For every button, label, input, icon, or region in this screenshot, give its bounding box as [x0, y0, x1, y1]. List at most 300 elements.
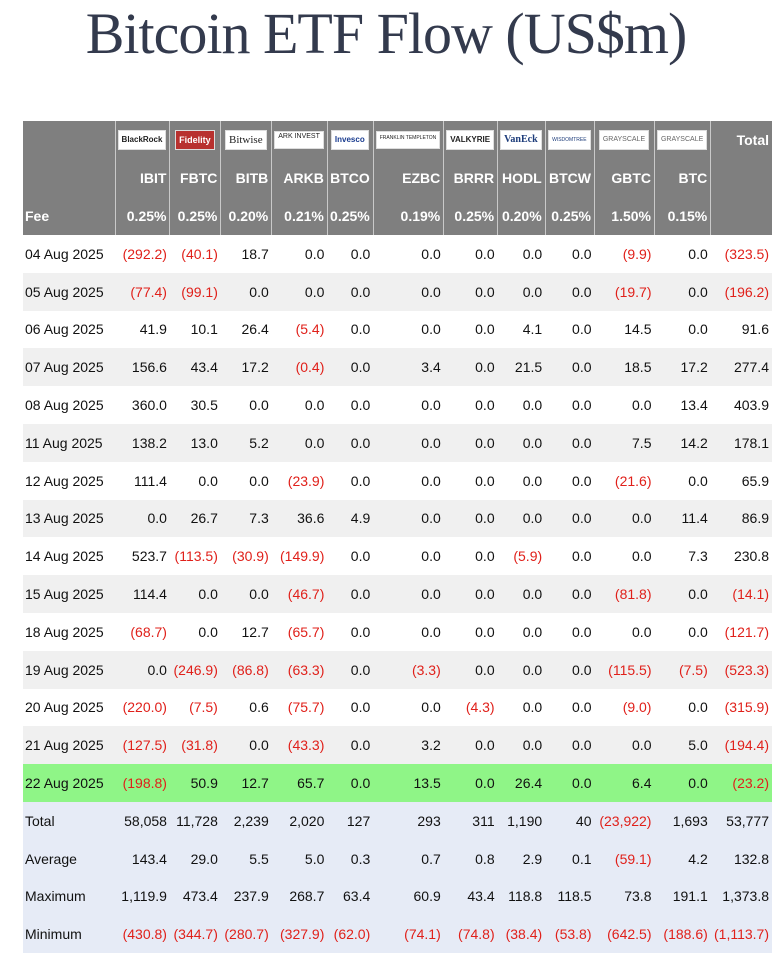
value-cell: 0.0 [115, 651, 170, 689]
value-cell: 0.6 [221, 689, 272, 727]
stat-label: Minimum [23, 915, 115, 953]
value-cell: 0.7 [373, 840, 444, 878]
value-cell: 18.7 [221, 235, 272, 273]
date-cell: 14 Aug 2025 [23, 537, 115, 575]
fee-cell: 0.21% [272, 197, 328, 235]
value-cell: (81.8) [595, 575, 655, 613]
stat-row [23, 915, 772, 953]
value-cell: 523.7 [115, 537, 170, 575]
value-cell: 58,058 [115, 802, 170, 840]
date-cell: 11 Aug 2025 [23, 424, 115, 462]
value-cell: 0.0 [327, 613, 373, 651]
stat-row [23, 878, 772, 916]
row-total-cell: 277.4 [711, 348, 772, 386]
row-total-cell: 132.8 [711, 840, 772, 878]
date-cell: 08 Aug 2025 [23, 386, 115, 424]
ticker-gbtc: GBTC [595, 159, 655, 197]
value-cell: 0.0 [545, 462, 594, 500]
flow-row [23, 651, 772, 689]
value-cell: 2,239 [221, 802, 272, 840]
date-cell: 13 Aug 2025 [23, 500, 115, 538]
valkyrie-logo: VALKYRIE [446, 130, 494, 150]
value-cell: 0.0 [545, 500, 594, 538]
value-cell: 138.2 [115, 424, 170, 462]
value-cell: 18.5 [595, 348, 655, 386]
value-cell: 0.0 [221, 386, 272, 424]
row-total-cell: 86.9 [711, 500, 772, 538]
stat-label: Average [23, 840, 115, 878]
value-cell: 0.0 [373, 235, 444, 273]
value-cell: 0.0 [327, 462, 373, 500]
stat-row [23, 840, 772, 878]
flow-row [23, 689, 772, 727]
flow-row [23, 273, 772, 311]
flow-row [23, 537, 772, 575]
value-cell: 65.7 [272, 764, 328, 802]
value-cell: 0.1 [545, 840, 594, 878]
flow-row [23, 348, 772, 386]
ticker-ezbc: EZBC [373, 159, 444, 197]
value-cell: 63.4 [327, 878, 373, 916]
value-cell: 0.0 [444, 235, 498, 273]
issuer-logo-row [23, 121, 772, 159]
value-cell: 0.0 [545, 613, 594, 651]
bitwise-logo: Bitwise [225, 130, 267, 150]
value-cell: 0.0 [373, 273, 444, 311]
value-cell: 0.0 [373, 537, 444, 575]
value-cell: 0.0 [221, 462, 272, 500]
value-cell: (7.5) [170, 689, 221, 727]
value-cell: 0.0 [444, 613, 498, 651]
flow-row [23, 575, 772, 613]
value-cell: 0.0 [444, 651, 498, 689]
value-cell: 0.0 [498, 575, 546, 613]
value-cell: 111.4 [115, 462, 170, 500]
value-cell: 43.4 [444, 878, 498, 916]
value-cell: (86.8) [221, 651, 272, 689]
value-cell: 0.0 [545, 386, 594, 424]
value-cell: 1,693 [654, 802, 710, 840]
value-cell: 237.9 [221, 878, 272, 916]
value-cell: 0.0 [498, 500, 546, 538]
value-cell: (280.7) [221, 915, 272, 953]
ticker-btc: BTC [654, 159, 710, 197]
row-total-cell: (1,113.7) [711, 915, 772, 953]
value-cell: 0.0 [654, 613, 710, 651]
value-cell: 41.9 [115, 311, 170, 349]
value-cell: 2,020 [272, 802, 328, 840]
value-cell: 7.5 [595, 424, 655, 462]
ticker-ibit: IBIT [115, 159, 170, 197]
value-cell: 0.0 [373, 689, 444, 727]
value-cell: 3.4 [373, 348, 444, 386]
ticker-row [23, 159, 772, 197]
value-cell: 10.1 [170, 311, 221, 349]
value-cell: 0.0 [327, 575, 373, 613]
value-cell: 12.7 [221, 613, 272, 651]
ticker-brrr: BRRR [444, 159, 498, 197]
value-cell: 1,190 [498, 802, 546, 840]
value-cell: 127 [327, 802, 373, 840]
value-cell: 12.7 [221, 764, 272, 802]
grayscale-gbtc-logo: GRAYSCALE [599, 130, 649, 150]
value-cell: (30.9) [221, 537, 272, 575]
value-cell: 0.0 [327, 726, 373, 764]
value-cell: 0.0 [373, 311, 444, 349]
value-cell: 0.0 [498, 235, 546, 273]
value-cell: (198.8) [115, 764, 170, 802]
value-cell: 0.0 [595, 537, 655, 575]
value-cell: 311 [444, 802, 498, 840]
date-cell: 06 Aug 2025 [23, 311, 115, 349]
value-cell: 29.0 [170, 840, 221, 878]
value-cell: (5.9) [498, 537, 546, 575]
fee-cell: 0.25% [444, 197, 498, 235]
date-cell: 04 Aug 2025 [23, 235, 115, 273]
value-cell: 0.0 [595, 726, 655, 764]
franklin-templeton-logo: FRANKLIN TEMPLETON [376, 131, 441, 149]
value-cell: 0.0 [498, 273, 546, 311]
value-cell: 0.0 [545, 726, 594, 764]
value-cell: 0.0 [654, 235, 710, 273]
value-cell: 0.0 [545, 651, 594, 689]
value-cell: 2.9 [498, 840, 546, 878]
date-cell: 12 Aug 2025 [23, 462, 115, 500]
value-cell: 36.6 [272, 500, 328, 538]
value-cell: (149.9) [272, 537, 328, 575]
value-cell: 40 [545, 802, 594, 840]
value-cell: 14.5 [595, 311, 655, 349]
value-cell: (4.3) [444, 689, 498, 727]
value-cell: (19.7) [595, 273, 655, 311]
row-total-cell: (315.9) [711, 689, 772, 727]
row-total-cell: (14.1) [711, 575, 772, 613]
value-cell: (38.4) [498, 915, 546, 953]
value-cell: (246.9) [170, 651, 221, 689]
value-cell: (430.8) [115, 915, 170, 953]
value-cell: (292.2) [115, 235, 170, 273]
value-cell: 50.9 [170, 764, 221, 802]
value-cell: 0.0 [654, 311, 710, 349]
date-cell: 18 Aug 2025 [23, 613, 115, 651]
value-cell: 4.9 [327, 500, 373, 538]
value-cell: 1,119.9 [115, 878, 170, 916]
value-cell: 60.9 [373, 878, 444, 916]
flow-row [23, 424, 772, 462]
fee-cell: 0.25% [115, 197, 170, 235]
value-cell: 0.0 [444, 575, 498, 613]
value-cell: (7.5) [654, 651, 710, 689]
ticker-arkb: ARKB [272, 159, 328, 197]
value-cell: (113.5) [170, 537, 221, 575]
value-cell: 0.0 [327, 311, 373, 349]
date-cell: 07 Aug 2025 [23, 348, 115, 386]
value-cell: 360.0 [115, 386, 170, 424]
row-total-cell: (23.2) [711, 764, 772, 802]
value-cell: 0.0 [545, 235, 594, 273]
value-cell: 4.1 [498, 311, 546, 349]
value-cell: 0.3 [327, 840, 373, 878]
value-cell: (9.9) [595, 235, 655, 273]
value-cell: 5.5 [221, 840, 272, 878]
value-cell: 0.0 [221, 726, 272, 764]
invesco-logo: Invesco [331, 130, 369, 150]
value-cell: 0.0 [327, 424, 373, 462]
value-cell: (327.9) [272, 915, 328, 953]
value-cell: 14.2 [654, 424, 710, 462]
value-cell: 4.2 [654, 840, 710, 878]
row-total-cell: 403.9 [711, 386, 772, 424]
value-cell: 293 [373, 802, 444, 840]
value-cell: 5.0 [654, 726, 710, 764]
value-cell: (5.4) [272, 311, 328, 349]
value-cell: 0.0 [545, 311, 594, 349]
total-column-header: Total [711, 121, 772, 159]
value-cell: (127.5) [115, 726, 170, 764]
value-cell: 26.4 [221, 311, 272, 349]
value-cell: 0.0 [327, 651, 373, 689]
value-cell: (74.8) [444, 915, 498, 953]
row-total-cell: 178.1 [711, 424, 772, 462]
value-cell: 0.0 [327, 689, 373, 727]
date-cell: 05 Aug 2025 [23, 273, 115, 311]
value-cell: 0.0 [545, 764, 594, 802]
value-cell: 0.0 [498, 726, 546, 764]
value-cell: (21.6) [595, 462, 655, 500]
value-cell: 0.0 [595, 386, 655, 424]
ark-invest-logo: ARK INVEST [274, 131, 324, 149]
value-cell: 0.0 [444, 424, 498, 462]
value-cell: (115.5) [595, 651, 655, 689]
etf-flow-table [23, 121, 772, 953]
fee-row [23, 197, 772, 235]
value-cell: 17.2 [654, 348, 710, 386]
value-cell: 0.0 [595, 500, 655, 538]
value-cell: 0.0 [444, 537, 498, 575]
value-cell: (3.3) [373, 651, 444, 689]
row-total-cell: (196.2) [711, 273, 772, 311]
flow-row [23, 726, 772, 764]
date-cell: 21 Aug 2025 [23, 726, 115, 764]
value-cell: (43.3) [272, 726, 328, 764]
value-cell: 118.8 [498, 878, 546, 916]
date-cell: 15 Aug 2025 [23, 575, 115, 613]
value-cell: 0.0 [595, 613, 655, 651]
ticker-hodl: HODL [498, 159, 546, 197]
value-cell: 0.0 [545, 424, 594, 462]
flow-row [23, 462, 772, 500]
row-total-cell: 230.8 [711, 537, 772, 575]
value-cell: 0.0 [115, 500, 170, 538]
value-cell: 26.4 [498, 764, 546, 802]
value-cell: 0.0 [545, 273, 594, 311]
value-cell: (642.5) [595, 915, 655, 953]
row-total-cell: (194.4) [711, 726, 772, 764]
stats-body [23, 802, 772, 953]
date-cell: 19 Aug 2025 [23, 651, 115, 689]
value-cell: 0.0 [654, 575, 710, 613]
flow-row [23, 764, 772, 802]
value-cell: 0.0 [170, 613, 221, 651]
value-cell: (59.1) [595, 840, 655, 878]
row-total-cell: 1,373.8 [711, 878, 772, 916]
value-cell: 0.0 [498, 689, 546, 727]
ticker-fbtc: FBTC [170, 159, 221, 197]
value-cell: 0.0 [327, 235, 373, 273]
value-cell: 0.0 [272, 235, 328, 273]
corner-cell [23, 121, 115, 159]
stat-label: Total [23, 802, 115, 840]
fee-cell: 0.20% [221, 197, 272, 235]
row-total-cell: (323.5) [711, 235, 772, 273]
fee-cell: 0.19% [373, 197, 444, 235]
value-cell: (65.7) [272, 613, 328, 651]
value-cell: 0.0 [654, 462, 710, 500]
flow-row [23, 500, 772, 538]
value-cell: 0.0 [498, 386, 546, 424]
value-cell: 73.8 [595, 878, 655, 916]
value-cell: 0.0 [272, 424, 328, 462]
value-cell: 11.4 [654, 500, 710, 538]
value-cell: 6.4 [595, 764, 655, 802]
row-total-cell: 91.6 [711, 311, 772, 349]
value-cell: 30.5 [170, 386, 221, 424]
value-cell: 7.3 [654, 537, 710, 575]
value-cell: 0.0 [498, 651, 546, 689]
flow-row [23, 311, 772, 349]
fee-cell: 0.25% [327, 197, 373, 235]
value-cell: 7.3 [221, 500, 272, 538]
value-cell: 473.4 [170, 878, 221, 916]
value-cell: 13.5 [373, 764, 444, 802]
flow-row [23, 386, 772, 424]
value-cell: (188.6) [654, 915, 710, 953]
value-cell: 0.0 [444, 500, 498, 538]
stat-label: Maximum [23, 878, 115, 916]
value-cell: 13.0 [170, 424, 221, 462]
value-cell: 0.0 [373, 462, 444, 500]
fee-cell: 0.25% [545, 197, 594, 235]
value-cell: 191.1 [654, 878, 710, 916]
row-total-cell: 53,777 [711, 802, 772, 840]
value-cell: (344.7) [170, 915, 221, 953]
value-cell: 0.0 [444, 311, 498, 349]
value-cell: (53.8) [545, 915, 594, 953]
value-cell: 0.0 [373, 575, 444, 613]
value-cell: (9.0) [595, 689, 655, 727]
value-cell: 5.0 [272, 840, 328, 878]
value-cell: 0.0 [221, 273, 272, 311]
value-cell: 0.0 [221, 575, 272, 613]
value-cell: (99.1) [170, 273, 221, 311]
value-cell: (220.0) [115, 689, 170, 727]
value-cell: 0.0 [654, 689, 710, 727]
value-cell: (74.1) [373, 915, 444, 953]
row-total-cell: (121.7) [711, 613, 772, 651]
value-cell: 0.0 [545, 537, 594, 575]
value-cell: (62.0) [327, 915, 373, 953]
row-total-cell: (523.3) [711, 651, 772, 689]
value-cell: 0.0 [170, 462, 221, 500]
fee-label: Fee [23, 197, 115, 235]
value-cell: 21.5 [498, 348, 546, 386]
value-cell: 0.0 [498, 424, 546, 462]
flow-row [23, 235, 772, 273]
value-cell: 0.0 [654, 273, 710, 311]
fee-cell: 1.50% [595, 197, 655, 235]
value-cell: 0.0 [373, 386, 444, 424]
value-cell: 0.0 [327, 273, 373, 311]
value-cell: 0.0 [327, 764, 373, 802]
value-cell: 13.4 [654, 386, 710, 424]
value-cell: 11,728 [170, 802, 221, 840]
value-cell: (63.3) [272, 651, 328, 689]
value-cell: 0.0 [545, 689, 594, 727]
value-cell: 0.0 [272, 273, 328, 311]
value-cell: 0.0 [444, 348, 498, 386]
fee-cell: 0.15% [654, 197, 710, 235]
value-cell: 0.0 [545, 348, 594, 386]
row-total-cell: 65.9 [711, 462, 772, 500]
value-cell: 0.0 [373, 424, 444, 462]
value-cell: 114.4 [115, 575, 170, 613]
value-cell: 0.0 [327, 537, 373, 575]
grayscale-btc-logo: GRAYSCALE [657, 130, 707, 150]
value-cell: 26.7 [170, 500, 221, 538]
fidelity-logo: Fidelity [175, 130, 215, 150]
value-cell: (68.7) [115, 613, 170, 651]
value-cell: (23.9) [272, 462, 328, 500]
value-cell: 0.0 [373, 500, 444, 538]
value-cell: 17.2 [221, 348, 272, 386]
date-cell: 20 Aug 2025 [23, 689, 115, 727]
vaneck-logo: VanEck [500, 130, 542, 150]
value-cell: 0.0 [654, 764, 710, 802]
value-cell: 0.0 [327, 348, 373, 386]
value-cell: 156.6 [115, 348, 170, 386]
value-cell: 0.0 [373, 613, 444, 651]
value-cell: (77.4) [115, 273, 170, 311]
value-cell: 3.2 [373, 726, 444, 764]
value-cell: (46.7) [272, 575, 328, 613]
value-cell: 5.2 [221, 424, 272, 462]
flow-body [23, 235, 772, 802]
value-cell: 0.0 [444, 726, 498, 764]
ticker-bitb: BITB [221, 159, 272, 197]
value-cell: 0.0 [444, 386, 498, 424]
value-cell: 0.0 [170, 575, 221, 613]
value-cell: (23,922) [595, 802, 655, 840]
wisdomtree-logo: WISDOMTREE [548, 130, 590, 150]
value-cell: (31.8) [170, 726, 221, 764]
date-cell: 22 Aug 2025 [23, 764, 115, 802]
value-cell: (75.7) [272, 689, 328, 727]
fee-cell: 0.20% [498, 197, 546, 235]
stat-row [23, 802, 772, 840]
value-cell: 0.0 [545, 575, 594, 613]
ticker-btco: BTCO [327, 159, 373, 197]
fee-cell: 0.25% [170, 197, 221, 235]
value-cell: (40.1) [170, 235, 221, 273]
value-cell: 143.4 [115, 840, 170, 878]
blackrock-logo: BlackRock [118, 130, 167, 150]
value-cell: 0.0 [327, 386, 373, 424]
value-cell: 0.0 [444, 273, 498, 311]
value-cell: 118.5 [545, 878, 594, 916]
value-cell: 0.0 [272, 386, 328, 424]
ticker-btcw: BTCW [545, 159, 594, 197]
value-cell: 0.8 [444, 840, 498, 878]
